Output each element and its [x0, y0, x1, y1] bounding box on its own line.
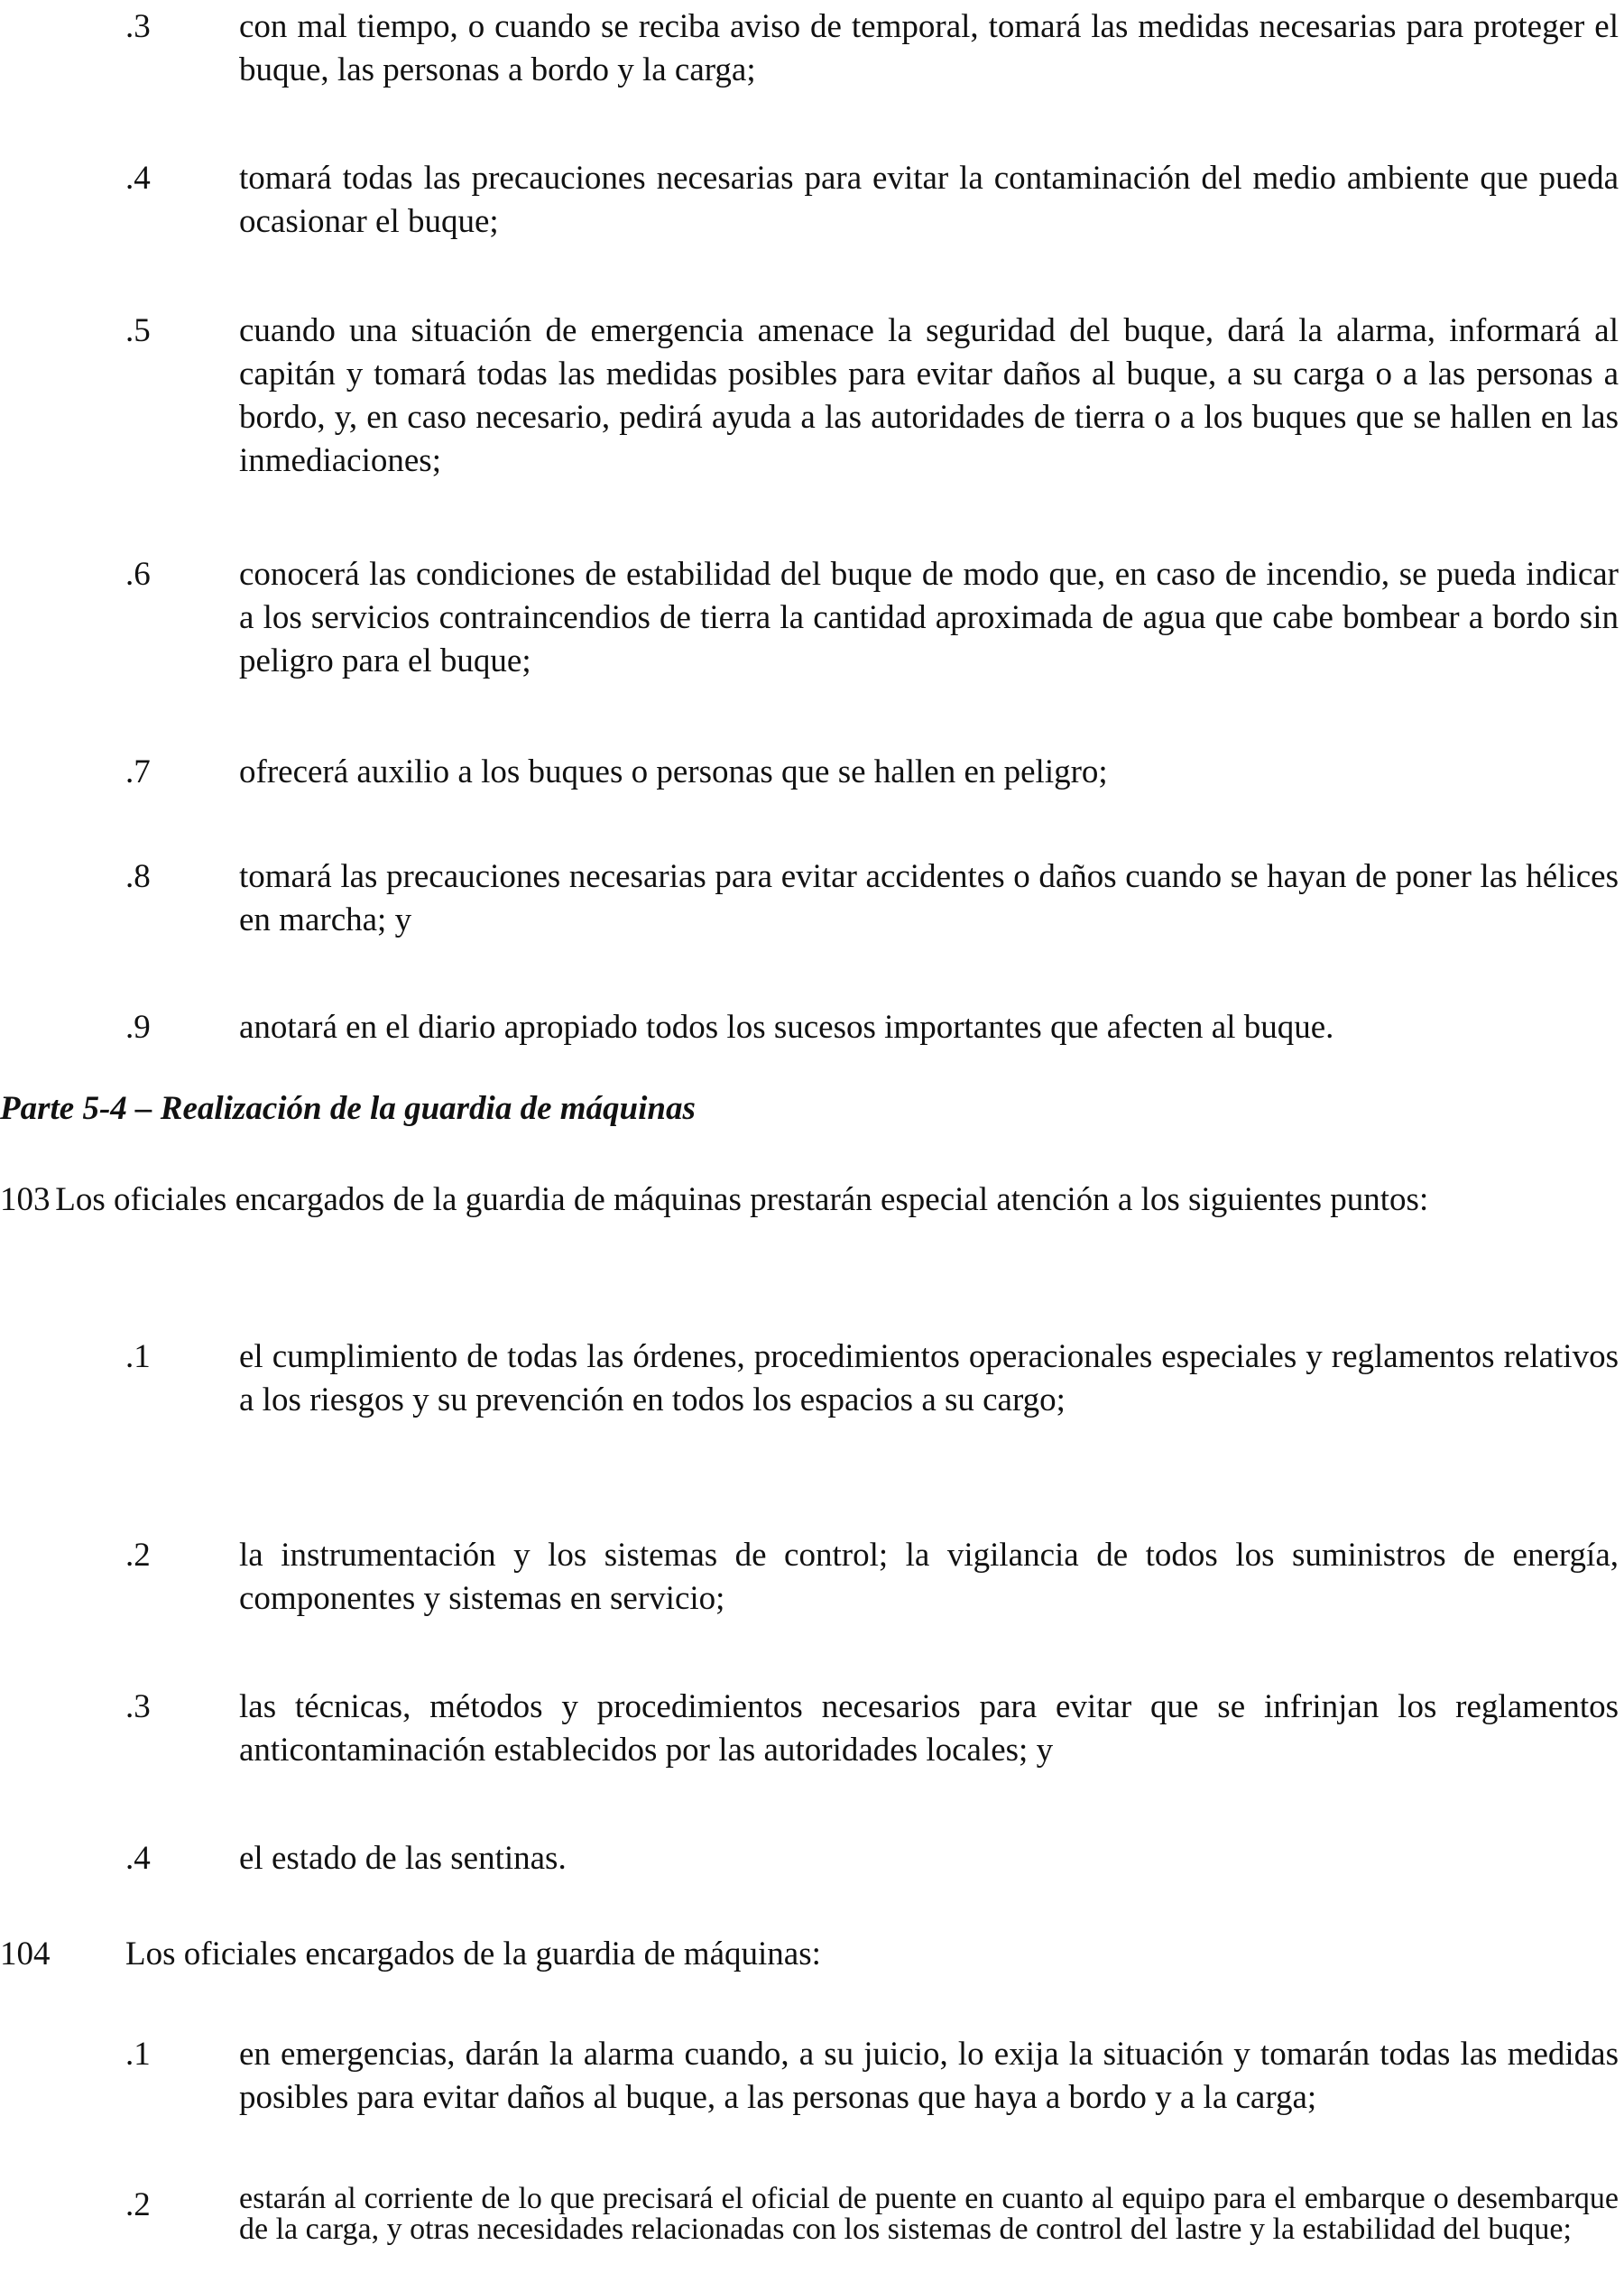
list-item-text: tomará todas las precauciones necesarias para evitar la contaminación del medio ambiente que pueda ocasionar el buque; — [239, 160, 1619, 240]
list-item-number: .1 — [125, 2036, 151, 2073]
list-item-text: con mal tiempo, o cuando se reciba aviso de temporal, tomará las medidas necesarias para proteger el buque, las personas a bordo y la carga; — [239, 8, 1619, 88]
list-item-text: anotará en el diario apropiado todos los sucesos importantes que afecten al buque. — [239, 1009, 1334, 1046]
list-item-text: ofrecerá auxilio a los buques o personas que se hallen en peligro; — [239, 753, 1108, 790]
paragraph-text: Los oficiales encargados de la guardia de máquinas prestarán especial atención a los siguientes puntos: — [55, 1181, 1429, 1218]
list-item-number: .2 — [125, 2186, 151, 2223]
list-item-number: .3 — [125, 1688, 151, 1725]
paragraph-103 — [0, 1178, 1619, 1222]
list-item-number: .4 — [125, 160, 151, 197]
list-item-text: el estado de las sentinas. — [239, 1840, 567, 1877]
list-item-text: cuando una situación de emergencia amenace la seguridad del buque, dará la alarma, informará al capitán y tomará todas las medidas posibles para evitar daños al buque, a su carga o a las personas a bordo, y, en caso necesario, pedirá ayuda a las autoridades de tierra o a los buques que se hallen en las inmediaciones; — [239, 312, 1619, 479]
list-item-text: en emergencias, darán la alarma cuando, a su juicio, lo exija la situación y tomarán todas las medidas posibles para evitar daños al buque, a las personas que haya a bordo y a la carga; — [239, 2036, 1619, 2116]
list-item-number: .9 — [125, 1009, 151, 1046]
list-item-number: .8 — [125, 858, 151, 895]
list-item-text: conocerá las condiciones de estabilidad del buque de modo que, en caso de incendio, se pueda indicar a los servicios contraincendios de tierra la cantidad aproximada de agua que cabe bombear a bordo sin peligro para el buque; — [239, 556, 1619, 679]
section-heading: Parte 5-4 – Realización de la guardia de máquinas — [0, 1090, 696, 1127]
list-item-number: .4 — [125, 1840, 151, 1877]
paragraph-text: Los oficiales encargados de la guardia de máquinas: — [125, 1936, 821, 1972]
list-item-number: .7 — [125, 753, 151, 790]
list-item-number: .1 — [125, 1338, 151, 1375]
list-item-text: tomará las precauciones necesarias para evitar accidentes o daños cuando se hayan de poner las hélices en marcha; y — [239, 858, 1619, 938]
list-item-number: .2 — [125, 1537, 151, 1574]
list-item-text: las técnicas, métodos y procedimientos necesarios para evitar que se infrinjan los reglamentos anticontaminación establecidos por las autoridades locales; y — [239, 1688, 1619, 1769]
list-item-number: .5 — [125, 312, 151, 349]
list-item-number: .6 — [125, 556, 151, 593]
list-item-text: la instrumentación y los sistemas de control; la vigilancia de todos los suministros de energía, componentes y sistemas en servicio; — [239, 1537, 1619, 1617]
list-item-text: el cumplimiento de todas las órdenes, procedimientos operacionales especiales y reglamentos relativos a los riesgos y su prevención en todos los espacios a su cargo; — [239, 1338, 1619, 1418]
paragraph-number: 104 — [0, 1936, 51, 1972]
list-item-number: .3 — [125, 8, 151, 45]
paragraph-number: 103 — [0, 1181, 51, 1218]
list-item-text: estarán al corriente de lo que precisará el oficial de puente en cuanto al equipo para el embarque o desembarque de la carga, y otras necesidades relacionadas con los sistemas de control del lastre y la estabilidad del buque; — [239, 2182, 1619, 2246]
